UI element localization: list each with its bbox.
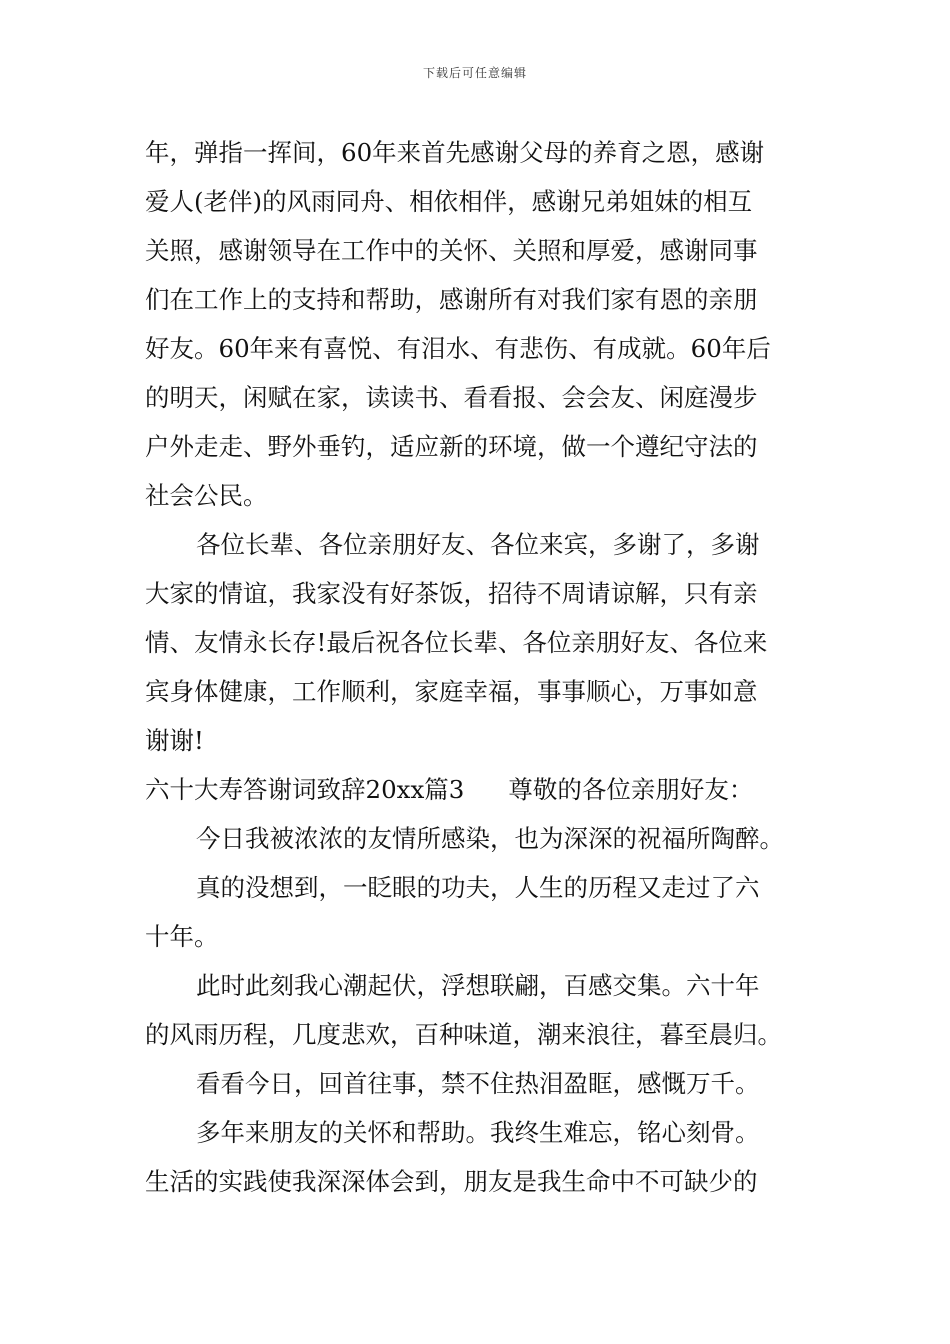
text-line: 宾身体健康，工作顺利，家庭幸福，事事顺心，万事如意 — [145, 677, 758, 706]
text-line: 户外走走、野外垂钓，适应新的环境，做一个遵纪守法的 — [145, 432, 758, 461]
text-line: 谢谢! — [145, 726, 204, 755]
text-line: 们在工作上的支持和帮助，感谢所有对我们家有恩的亲朋 — [145, 285, 758, 314]
page-header-note: 下载后可任意编辑 — [422, 66, 527, 80]
text-line: 年，弹指一挥间，60年来首先感谢父母的养育之恩，感谢 — [145, 138, 765, 167]
paragraph-start: 此时此刻我心潮起伏，浮想联翩，百感交集。六十年 — [196, 971, 760, 1000]
text-line: 关照，感谢领导在工作中的关怀、关照和厚爱，感谢同事 — [145, 236, 758, 265]
paragraph-start: 多年来朋友的关怀和帮助。我终生难忘，铭心刻骨。 — [196, 1118, 760, 1147]
text-line: 社会公民。 — [145, 481, 268, 510]
text-line: 的明天，闲赋在家，读读书、看看报、会会友、闲庭漫步 — [145, 383, 758, 412]
paragraph-start: 看看今日，回首往事，禁不住热泪盈眶，感慨万千。 — [196, 1069, 760, 1098]
text-line: 十年。 — [145, 922, 219, 951]
text-line: 好友。60年来有喜悦、有泪水、有悲伤、有成就。60年后 — [145, 334, 771, 363]
paragraph-start: 真的没想到，一眨眼的功夫，人生的历程又走过了六 — [196, 873, 760, 902]
text-line: 爱人(老伴)的风雨同舟、相依相伴，感谢兄弟姐妹的相互 — [145, 187, 753, 216]
text-line: 情、友情永长存!最后祝各位长辈、各位亲朋好友、各位来 — [145, 628, 768, 657]
section-title: 六十大寿答谢词致辞20xx篇3 — [145, 775, 465, 804]
section-heading-line — [145, 765, 810, 814]
text-line: 的风雨历程，几度悲欢，百种味道，潮来浪往，暮至晨归。 — [145, 1020, 782, 1049]
text-line: 大家的情谊，我家没有好茶饭，招待不周请谅解，只有亲 — [145, 579, 758, 608]
text-line: 生活的实践使我深深体会到，朋友是我生命中不可缺少的 — [145, 1167, 758, 1196]
document-body — [145, 128, 810, 1206]
paragraph-start: 今日我被浓浓的友情所感染，也为深深的祝福所陶醉。 — [196, 824, 784, 853]
paragraph-start: 各位长辈、各位亲朋好友、各位来宾，多谢了，多谢 — [196, 530, 760, 559]
salutation: 尊敬的各位亲朋好友： — [508, 775, 754, 804]
